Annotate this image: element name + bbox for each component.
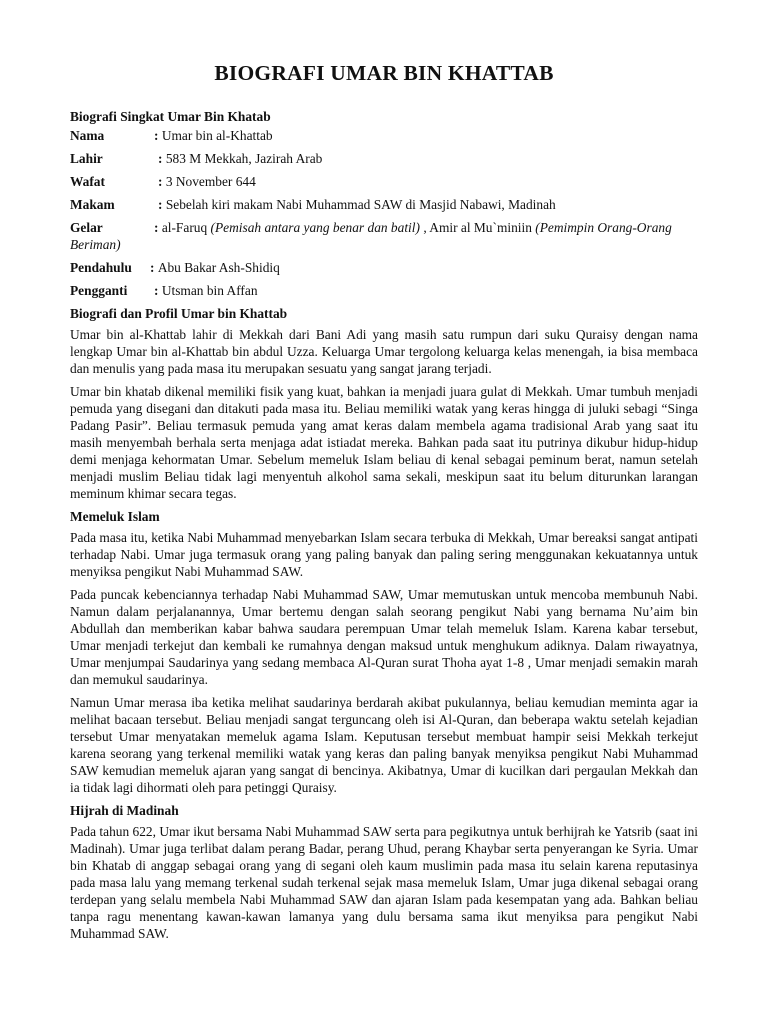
profile-value-wafat: 3 November 644 — [165, 174, 256, 189]
profile-label-makam: Makam — [70, 197, 115, 212]
profile-row-gelar: Gelar : al-Faruq (Pemisah antara yang benar dan batil) , Amir al Mu`miniin (Pemimpin Orang-Orang Beriman) — [70, 220, 672, 252]
paragraph: Namun Umar merasa iba ketika melihat saudarinya berdarah akibat pukulannya, beliau kemudian meminta agar ia melihat bacaan tersebut. Beliau menjadi sangat terguncang oleh isi Al-Quran, dan beberapa waktu setelah kejadian tersebut Umar menyatakan memeluk agama Islam. Keputusan tersebut membuat hampir seisi Mekkah terkejut karena seorang yang terkenal memiliki watak yang keras dan paling banyak menyiksa pengikut Nabi Muhammad SAW kemudian memeluk ajaran yang sangat di bencinya. Akibatnya, Umar di kucilkan dari pergaulan Mekkah dan ia tidak lagi dihormati oleh para petinggi Quraisy. — [70, 695, 698, 795]
paragraph: Pada masa itu, ketika Nabi Muhammad menyebarkan Islam secara terbuka di Mekkah, Umar bereaksi sangat antipati terhadap Nabi. Umar juga termasuk orang yang paling banyak dan paling sering menggunakan kekuatannya untuk menyiksa pengikut Nabi Muhammad SAW. — [70, 530, 698, 579]
profile-value-makam: Sebelah kiri makam Nabi Muhammad SAW di Masjid Nabawi, Madinah — [165, 197, 556, 212]
document-content — [70, 58, 698, 948]
profile-label-pengganti: Pengganti — [70, 283, 128, 298]
profile-row-makam: Makam : Sebelah kiri makam Nabi Muhammad SAW di Masjid Nabawi, Madinah — [70, 197, 556, 212]
profile-label-nama: Nama — [70, 128, 105, 143]
paragraph: Pada puncak kebenciannya terhadap Nabi Muhammad SAW, Umar memutuskan untuk mencoba membunuh Nabi. Namun dalam perjalanannya, Umar bertemu dengan salah seorang pengikut Nabi yang bernama Nu’aim bin Abdullah dan memberikan kabar bahwa saudara perempuan Umar telah memeluk Islam. Karena kabar tersebut, Umar menjadi terkejut dan kembali ke rumahnya dengan maksud untuk menghukum adiknya. Dalam riwayatnya, Umar menjumpai Saudarinya yang sedang membaca Al-Quran surat Thoha ayat 1-8 , Umar menjadi semakin marah dan memukul saudarinya. — [70, 587, 698, 687]
profile-row-wafat: Wafat : 3 November 644 — [70, 174, 256, 189]
profile-value-gelar-amir: , Amir al Mu`miniin — [423, 220, 532, 235]
section-heading-hijrah: Hijrah di Madinah — [70, 803, 179, 818]
paragraph: Umar bin al-Khattab lahir di Mekkah dari Bani Adi yang masih satu rumpun dari suku Quraisy dengan nama lengkap Umar bin al-Khattab bin abdul Uzza. Keluarga Umar tergolong keluarga kelas menengah, ia bisa membaca dan menulis yang pada masa itu merupakan sesuatu yang sangat jarang terjadi. — [70, 327, 698, 376]
paragraph: Umar bin khatab dikenal memiliki fisik yang kuat, bahkan ia menjadi juara gulat di Mekkah. Umar tumbuh menjadi pemuda yang disegani dan ditakuti pada masa itu. Beliau memiliki watak yang keras hingga di juluki sebagi “Singa Padang Pasir”. Beliau termasuk pemuda yang amat keras dalam membela agama tradisional Arab yang saat itu masih menyembah berhala serta menjaga adat istiadat mereka. Bahkan pada saat itu putrinya dikubur hidup-hidup demi menjaga kehormatan Umar. Sebelum memeluk Islam beliau di kenal sebagai peminum berat, namun setelah menjadi muslim Beliau tidak lagi menyentuh alkohol sama sekali, meskipun saat itu belum diturunkan larangan meminum khimar secara tegas. — [70, 384, 698, 501]
profile-value-lahir: 583 M Mekkah, Jazirah Arab — [165, 151, 323, 166]
profile-label-pendahulu: Pendahulu — [70, 260, 132, 275]
profile-label-lahir: Lahir — [70, 151, 103, 166]
profile-value-pengganti: Utsman bin Affan — [161, 283, 258, 298]
profile-value-nama: Umar bin al-Khattab — [161, 128, 273, 143]
profile-label-wafat: Wafat — [70, 174, 105, 189]
short-bio-heading: Biografi Singkat Umar Bin Khatab — [70, 109, 271, 124]
profile-gelar-faruq-meaning: (Pemisah antara yang benar dan batil) — [210, 220, 420, 235]
document-title: BIOGRAFI UMAR BIN KHATTAB — [214, 61, 554, 85]
profile-row-pendahulu: Pendahulu : Abu Bakar Ash-Shidiq — [70, 260, 280, 275]
section-heading-memeluk-islam: Memeluk Islam — [70, 509, 160, 524]
profile-row-nama: Nama : Umar bin al-Khattab — [70, 128, 273, 143]
paragraph: Pada tahun 622, Umar ikut bersama Nabi Muhammad SAW serta para pegikutnya untuk berhijrah ke Yatsrib (saat ini Madinah). Umar juga terlibat dalam perang Badar, perang Uhud, perang Khaybar serta penyerangan ke Syria. Umar bin Khatab di anggap sebagai orang yang di segani oleh kaum muslimin pada masa itu selain karena reputasinya pada masa lalu yang memang terkenal sudah terkenal sejak masa memeluk Islam, Umar juga dikenal sebagai orang terdepan yang selalu membela Nabi Muhammad SAW dan ajaran Islam pada kesempatan yang ada. Bahkan beliau tanpa ragu menentang kawan-kawan lamanya yang dulu bersama sama ikut menyiksa para pengikut Nabi Muhammad SAW. — [70, 824, 698, 941]
profile-value-gelar-faruq: al-Faruq — [161, 220, 208, 235]
profile-gelar-amir-meaning: (Pemimpin Orang-Orang Beriman) — [70, 220, 672, 252]
profile-value-pendahulu: Abu Bakar Ash-Shidiq — [157, 260, 280, 275]
profile-row-pengganti: Pengganti : Utsman bin Affan — [70, 283, 258, 298]
profile-row-lahir: Lahir : 583 M Mekkah, Jazirah Arab — [70, 151, 323, 166]
profile-label-gelar: Gelar — [70, 220, 103, 235]
section-heading-profil: Biografi dan Profil Umar bin Khattab — [70, 306, 288, 321]
